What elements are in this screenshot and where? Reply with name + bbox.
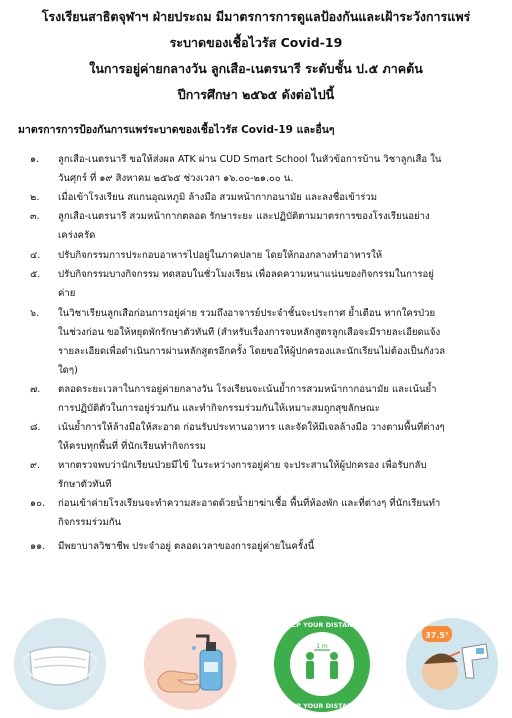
section-title: มาตรการการป้องกันการแพร่ระบาดของเชื้อไวรัส Covid-19 และอื่นๆ (18, 124, 335, 136)
item-text-line: ในช่วงก่อน ขอให้หยุดพักรักษาตัวทันที (สำหรับเรื่องการจบหลักสูตรลูกเสือจะมีรายละเอียดแจ้ง (58, 327, 441, 338)
title-line-3: ในการอยู่ค่ายกลางวัน ลูกเสือ-เนตรนารี ระดับชั้น ป.๕ ภาคต้น (89, 61, 423, 76)
list-item (30, 207, 500, 245)
item-number: ๑. (30, 154, 40, 165)
distance-label: 1 m (316, 643, 328, 650)
item-text (58, 418, 500, 456)
item-text (58, 456, 500, 494)
item-text (58, 246, 500, 265)
title-line-4: ปีการศึกษา ๒๕๖๕ ดังต่อไปนี้ (177, 87, 335, 102)
face-mask-icon (8, 614, 112, 714)
list-item (30, 304, 500, 380)
item-text-line: รักษาตัวทันที (58, 479, 112, 490)
item-number: ๒. (30, 192, 40, 203)
badge-top-text: KEEP YOUR DISTANCE (282, 621, 362, 629)
item-text-line: เน้นย้ำการให้ล้างมือให้สะอาด ก่อนรับประทานอาหาร และจัดให้มีเจลล้างมือ วางตามพื้นที่ต่างๆ (58, 422, 445, 433)
item-text-line: ตลอดระยะเวลาในการอยู่ค่ายกลางวัน โรงเรียนจะเน้นย้ำการสวมหน้ากากอนามัย และเน้นย้ำ (58, 384, 437, 395)
item-number: ๗. (30, 384, 41, 395)
list-item (30, 265, 500, 303)
item-text-line: มีพยาบาลวิชาชีพ ประจำอยู่ ตลอดเวลาของการอยู่ค่ายในครั้งนี้ (58, 541, 315, 552)
item-text-line: วันศุกร์ ที่ ๑๙ สิงหาคม ๒๕๖๕ ช่วงเวลา ๑๖.๐๐-๒๑.๐๐ น. (58, 173, 294, 184)
list-item (30, 418, 500, 456)
item-text (58, 537, 500, 556)
item-number: ๓. (30, 211, 40, 222)
item-text-line: ค่าย (58, 288, 76, 299)
item-text (58, 188, 500, 207)
list-item (30, 456, 500, 494)
item-number: ๑๑. (30, 541, 46, 552)
item-text (58, 304, 500, 380)
item-text-line: เคร่งครัด (58, 230, 96, 241)
title-line-2: ระบาดของเชื้อไวรัส Covid-19 (169, 35, 343, 50)
list-item (30, 150, 500, 188)
item-number: ๘. (30, 422, 41, 433)
item-number: ๙. (30, 460, 41, 471)
item-number: ๕. (30, 269, 41, 280)
hand-sanitizer-icon (138, 614, 242, 714)
item-number: ๔. (30, 250, 41, 261)
list-item (30, 188, 500, 207)
item-text-line: ปรับกิจกรรมการประกอบอาหารไปอยู่ในภาคปลาย โดยให้กองกลางทำอาหารให้ (58, 250, 383, 261)
item-text-line: ปรับกิจกรรมบางกิจกรรม ทดสอบในชั่วโมงเรียน เพื่อลดความหนาแน่นของกิจกรรมในการอยู่ (58, 269, 434, 280)
item-text (58, 380, 500, 418)
list-item (30, 246, 500, 265)
title-line-1: โรงเรียนสาธิตจุฬาฯ ฝ่ายประถม มีมาตรการการดูแลป้องกันและเฝ้าระวังการแพร่ (41, 9, 471, 24)
item-text-line: ใดๆ) (58, 365, 78, 376)
icon-row (0, 612, 512, 718)
item-text-line: กิจกรรมร่วมกัน (58, 517, 122, 528)
thermometer-scan-icon (400, 614, 504, 714)
list-item (30, 380, 500, 418)
item-number: ๑๐. (30, 498, 45, 509)
item-text-line: ในวิชาเรียนลูกเสือก่อนการอยู่ค่าย รวมถึงอาจารย์ประจำชั้นจะประกาศ ย้ำเตือน หากใครป่วย (58, 308, 436, 319)
item-text-line: หากตรวจพบว่านักเรียนป่วยมีไข้ ในระหว่างการอยู่ค่าย จะประสานให้ผู้ปกครอง เพื่อรับกลับ (58, 460, 427, 471)
keep-distance-badge-icon (270, 612, 374, 716)
item-text (58, 494, 500, 532)
item-text-line: ลูกเสือ-เนตรนารี ขอให้ส่งผล ATK ผ่าน CUD Smart School ในหัวข้อการบ้าน วิชาลูกเสือ ใน (58, 154, 442, 165)
item-text (58, 265, 500, 303)
temperature-label: 37.5° (425, 631, 449, 640)
list-item (30, 537, 500, 556)
badge-bottom-text: KEEP YOUR DISTANCE (282, 702, 362, 710)
list-item (30, 494, 500, 532)
item-number: ๖. (30, 308, 40, 319)
item-text-line: การปฏิบัติตัวในการอยู่ร่วมกัน และทำกิจกรรมร่วมกันให้เหมาะสมถูกสุขลักษณะ (58, 403, 380, 414)
item-text-line: ก่อนเข้าค่ายโรงเรียนจะทำความสะอาดด้วยน้ำยาฆ่าเชื้อ พื้นที่ห้องพัก และที่ต่างๆ ที่นักเรียนทำ (58, 498, 441, 509)
item-text (58, 150, 500, 188)
item-text-line: ลูกเสือ-เนตรนารี สวมหน้ากากตลอด รักษาระยะ และปฏิบัติตามมาตรการของโรงเรียนอย่าง (58, 211, 430, 222)
item-text-line: ให้ครบทุกพื้นที่ ที่นักเรียนทำกิจกรรม (58, 441, 206, 452)
item-text-line: รายละเอียดเพื่อดำเนินการผ่านหลักสูตรอีกครั้ง โดยขอให้ผู้ปกครองและนักเรียนไม่ต้องเป็นกังวล (58, 346, 446, 357)
item-text (58, 207, 500, 245)
item-text-line: เมื่อเข้าโรงเรียน สแกนอุณหภูมิ ล้างมือ สวมหน้ากากอนามัย และลงชื่อเข้าร่วม (58, 192, 378, 203)
